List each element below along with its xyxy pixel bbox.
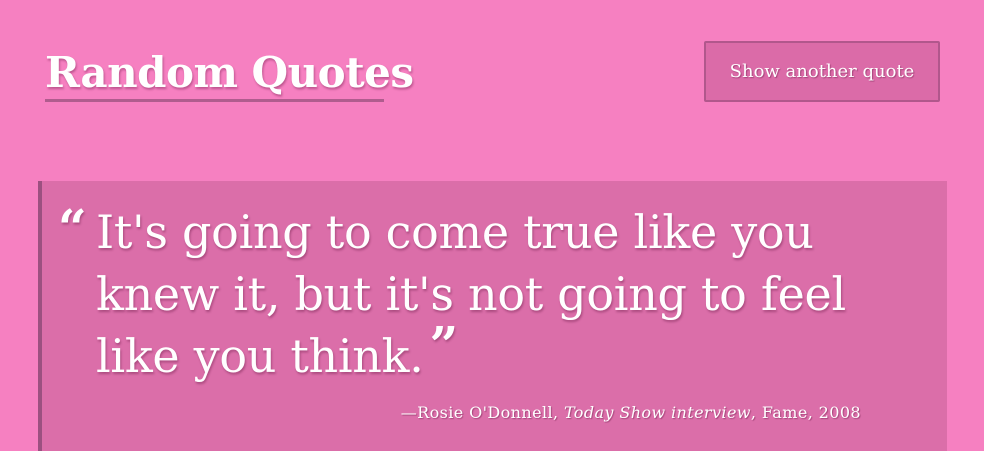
attribution-separator: ,	[807, 403, 819, 422]
page-title: Random Quotes	[45, 48, 414, 97]
quote-card	[38, 181, 947, 451]
quote-text	[96, 201, 886, 387]
quote-author: Rosie O'Donnell	[417, 403, 553, 422]
title-underline	[45, 99, 384, 102]
attribution-dash: —	[400, 403, 418, 422]
quote-attribution	[401, 401, 861, 425]
attribution-separator: ,	[750, 403, 762, 422]
quote-year: 2008	[818, 403, 861, 422]
quote-context: Fame	[761, 403, 808, 422]
close-quote-icon: ”	[429, 315, 458, 374]
open-quote-icon: “	[58, 198, 87, 257]
quote-body: It's going to come true like you knew it, but it's not going to feel like you think.	[96, 205, 846, 383]
attribution-separator: ,	[552, 403, 564, 422]
show-another-quote-button[interactable]: Show another quote	[704, 41, 940, 102]
quote-source: Today Show interview	[563, 403, 751, 422]
title-block	[45, 48, 413, 102]
